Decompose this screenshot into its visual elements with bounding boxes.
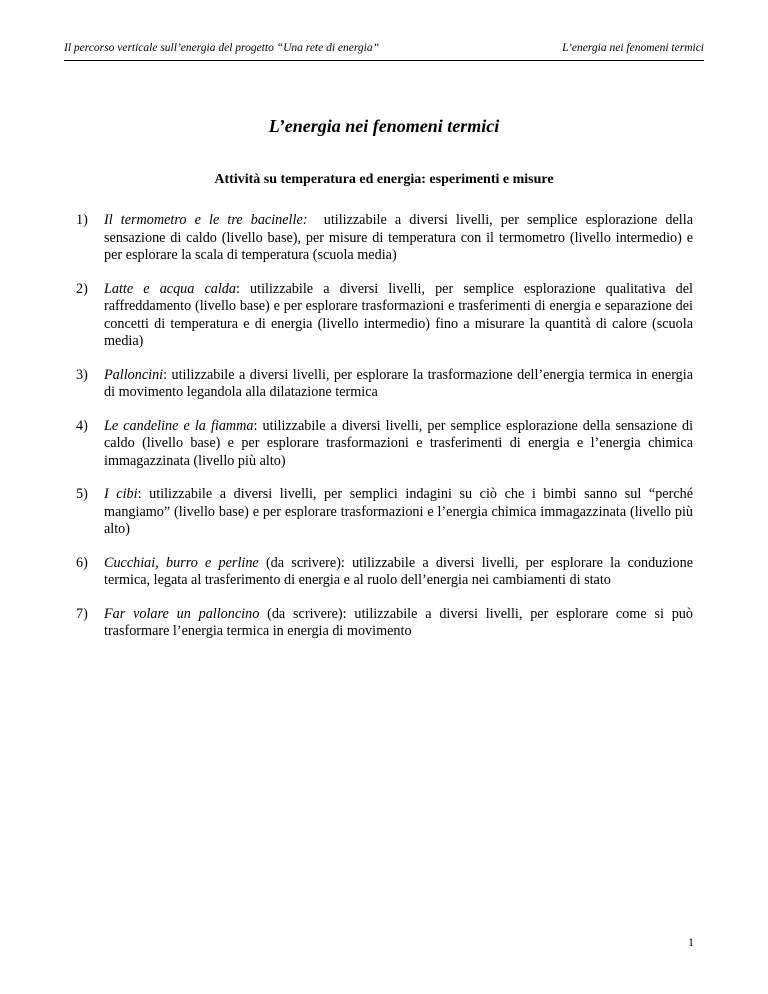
item-number: 4) — [76, 417, 88, 434]
item-number: 5) — [76, 486, 88, 502]
item-title: Palloncini — [104, 366, 164, 383]
list-item — [76, 281, 693, 351]
item-number: 2) — [76, 280, 88, 297]
item-title: Far volare un palloncino — [104, 605, 260, 622]
document-title: L’energia nei fenomeni termici — [268, 116, 500, 136]
list-item — [76, 555, 693, 590]
page-number: 1 — [688, 935, 694, 949]
document-subtitle: Attività su temperatura ed energia: esperimenti e misure — [214, 172, 554, 187]
list-item — [76, 367, 693, 402]
item-description: (da scrivere): utilizzabile a diversi livelli, per esplorare come si può trasformare l’energia termica in energia di movimento — [104, 605, 693, 639]
list-item — [76, 212, 697, 265]
item-title: Latte e acqua calda — [104, 280, 236, 297]
item-description: utilizzabile a diversi livelli, per semplice esplorazione della sensazione di caldo (livello base), per misure di temperatura con il termometro (livello intermedio) e per esplorare la scala di temperatura (scuola media) — [104, 212, 697, 263]
item-description: (da scrivere): utilizzabile a diversi livelli, per esplorare la conduzione termica, legata al trasferimento di energia e al ruolo dell’energia nei cambiamenti di stato — [104, 554, 693, 588]
item-description: : utilizzabile a diversi livelli, per semplice esplorazione della sensazione di caldo (livello base) e per esplorare trasformazioni e trasferimenti di energia e l’energia chimica immagazzinata (livello più alto) — [104, 417, 694, 469]
item-description: : utilizzabile a diversi livelli, per semplici indagini su ciò che i bimbi sanno sul “perché mangiamo” (livello base) e per esplorare trasformazioni e l’energia chimica immagazzinata (livello più alto) — [104, 486, 694, 537]
item-title: I cibi — [104, 486, 138, 502]
activity-list — [76, 212, 697, 657]
page-header — [64, 42, 704, 61]
header-left-text: Il percorso verticale sull’energia del progetto “Una rete di energia” — [64, 42, 380, 54]
item-title: Cucchiai, burro e perline — [104, 554, 259, 571]
item-description: : utilizzabile a diversi livelli, per semplice esplorazione qualitativa del raffreddamento (livello base) e per esplorare trasformazioni e trasferimenti di energia e separazione dei concetti di temperatura e di energia (livello intermedio) fino a misurare la quantità di calore (scuola media) — [104, 280, 693, 349]
item-title: Le candeline e la fiamma — [104, 417, 254, 434]
item-number: 3) — [76, 366, 88, 383]
item-number: 6) — [76, 554, 88, 571]
list-item — [76, 418, 693, 471]
header-right-text: L’energia nei fenomeni termici — [562, 42, 704, 54]
item-number: 1) — [76, 212, 88, 228]
item-number: 7) — [76, 605, 88, 622]
item-description: : utilizzabile a diversi livelli, per esplorare la trasformazione dell’energia termica in energia di movimento legandola alla dilatazione termica — [104, 366, 693, 400]
item-title: Il termometro e le tre bacinelle: — [104, 212, 308, 228]
list-item — [76, 486, 693, 539]
list-item — [76, 606, 693, 641]
